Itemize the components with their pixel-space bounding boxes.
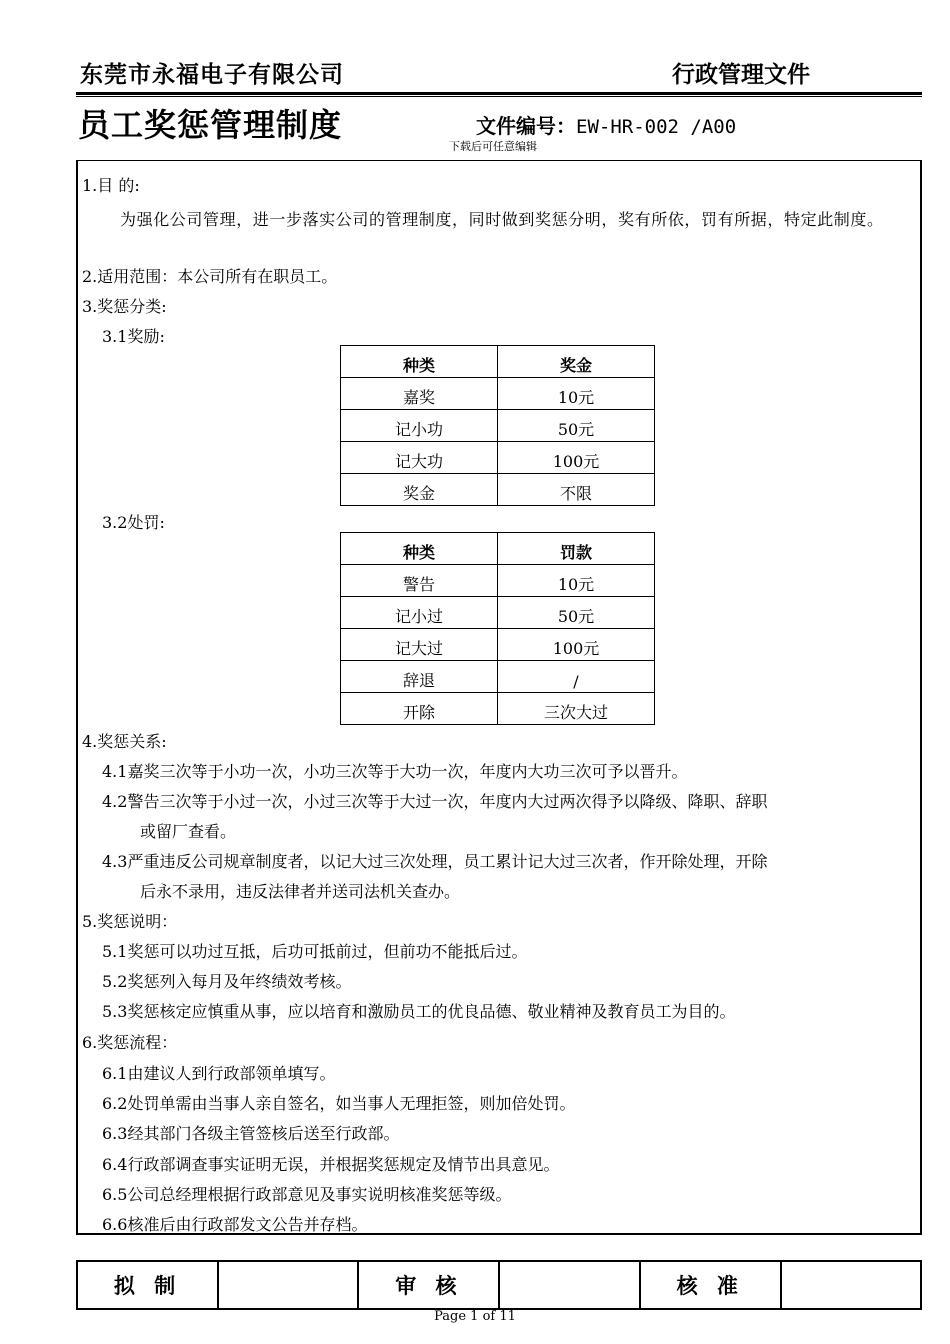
document-type: 行政管理文件 xyxy=(672,62,810,88)
table-cell: 奖金 xyxy=(341,474,498,506)
section-4-1: 4.1嘉奖三次等于小功一次，小功三次等于大功一次，年度内大功三次可予以晋升。 xyxy=(102,762,688,781)
table-cell: 50元 xyxy=(498,597,655,629)
section-6-1: 6.1由建议人到行政部领单填写。 xyxy=(102,1064,336,1083)
section-1-heading: 1.目 的: xyxy=(82,176,140,195)
document-title: 员工奖惩管理制度 xyxy=(78,106,343,144)
table-cell: 嘉奖 xyxy=(341,378,498,410)
section-2: 2.适用范围：本公司所有在职员工。 xyxy=(82,267,338,286)
header-rule-thin xyxy=(76,96,922,97)
header-cell: 罚款 xyxy=(498,533,655,565)
section-4-3-continued: 后永不录用，违反法律者并送司法机关查办。 xyxy=(140,882,461,901)
header-cell: 种类 xyxy=(341,533,498,565)
signoff-table xyxy=(76,1260,922,1310)
signoff-row xyxy=(77,1261,921,1309)
section-6-heading: 6.奖惩流程： xyxy=(82,1033,178,1052)
document-number-value: EW-HR-002 /A00 xyxy=(576,116,737,138)
table-row xyxy=(341,565,655,597)
section-6-3: 6.3经其部门各级主管签核后送至行政部。 xyxy=(102,1124,400,1143)
section-5-2: 5.2奖惩列入每月及年终绩效考核。 xyxy=(102,972,352,991)
document-number xyxy=(476,110,736,139)
reviewed-by-label: 审 核 xyxy=(358,1261,499,1309)
section-1-text: 为强化公司管理，进一步落实公司的管理制度，同时做到奖惩分明，奖有所依，罚有所据，特定此制度。 xyxy=(120,210,884,229)
table-cell: 100元 xyxy=(498,629,655,661)
table-row xyxy=(341,693,655,725)
table-row xyxy=(341,629,655,661)
table-cell: 100元 xyxy=(498,442,655,474)
header-cell: 种类 xyxy=(341,346,498,378)
penalty-table xyxy=(340,532,655,725)
drafted-by-label: 拟 制 xyxy=(77,1261,218,1309)
table-cell: 辞退 xyxy=(341,661,498,693)
section-5-1: 5.1奖惩可以功过互抵，后功可抵前过，但前功不能抵后过。 xyxy=(102,942,528,961)
table-cell: 不限 xyxy=(498,474,655,506)
table-cell: 警告 xyxy=(341,565,498,597)
table-cell: 开除 xyxy=(341,693,498,725)
table-cell: 50元 xyxy=(498,410,655,442)
section-4-3: 4.3严重违反公司规章制度者，以记大过三次处理，员工累计记大过三次者，作开除处理，开除 xyxy=(102,852,768,871)
approved-by-label: 核 准 xyxy=(640,1261,781,1309)
reviewed-by-field xyxy=(499,1261,639,1309)
table-row xyxy=(341,442,655,474)
section-6-5: 6.5公司总经理根据行政部意见及事实说明核准奖惩等级。 xyxy=(102,1185,512,1204)
document-number-label: 文件编号： xyxy=(476,114,576,138)
table-header-row xyxy=(341,533,655,565)
section-6-2: 6.2处罚单需由当事人亲自签名，如当事人无理拒签，则加倍处罚。 xyxy=(102,1094,576,1113)
header-rule-thick xyxy=(76,92,922,95)
header-cell: 奖金 xyxy=(498,346,655,378)
table-row xyxy=(341,661,655,693)
section-5-3: 5.3奖惩核定应慎重从事，应以培育和激励员工的优良品德、敬业精神及教育员工为目的。 xyxy=(102,1002,736,1021)
table-row xyxy=(341,474,655,506)
table-row xyxy=(341,597,655,629)
table-cell: 记小过 xyxy=(341,597,498,629)
table-cell: 记大功 xyxy=(341,442,498,474)
table-cell: 10元 xyxy=(498,378,655,410)
section-3-2-heading: 3.2处罚: xyxy=(102,513,165,532)
section-5-heading: 5.奖惩说明： xyxy=(82,912,178,931)
section-3-1-heading: 3.1奖励: xyxy=(102,327,165,346)
section-6-4: 6.4行政部调查事实证明无误，并根据奖惩规定及情节出具意见。 xyxy=(102,1155,560,1174)
company-name: 东莞市永福电子有限公司 xyxy=(80,62,344,88)
section-4-heading: 4.奖惩关系: xyxy=(82,732,167,751)
reward-table xyxy=(340,345,655,506)
drafted-by-field xyxy=(218,1261,358,1309)
table-cell: / xyxy=(498,661,655,693)
table-header-row xyxy=(341,346,655,378)
table-cell: 10元 xyxy=(498,565,655,597)
page-number: Page 1 of 11 xyxy=(434,1309,516,1324)
section-3-heading: 3.奖惩分类: xyxy=(82,297,167,316)
table-cell: 记大过 xyxy=(341,629,498,661)
approved-by-field xyxy=(781,1261,921,1309)
table-row xyxy=(341,410,655,442)
table-row xyxy=(341,378,655,410)
table-cell: 三次大过 xyxy=(498,693,655,725)
section-4-2-continued: 或留厂查看。 xyxy=(140,822,237,841)
section-6-6: 6.6核准后由行政部发文公告并存档。 xyxy=(102,1215,368,1234)
table-cell: 记小功 xyxy=(341,410,498,442)
edit-note: 下载后可任意编辑 xyxy=(449,140,537,153)
section-4-2: 4.2警告三次等于小过一次，小过三次等于大过一次，年度内大过两次得予以降级、降职、辞职 xyxy=(102,792,768,811)
